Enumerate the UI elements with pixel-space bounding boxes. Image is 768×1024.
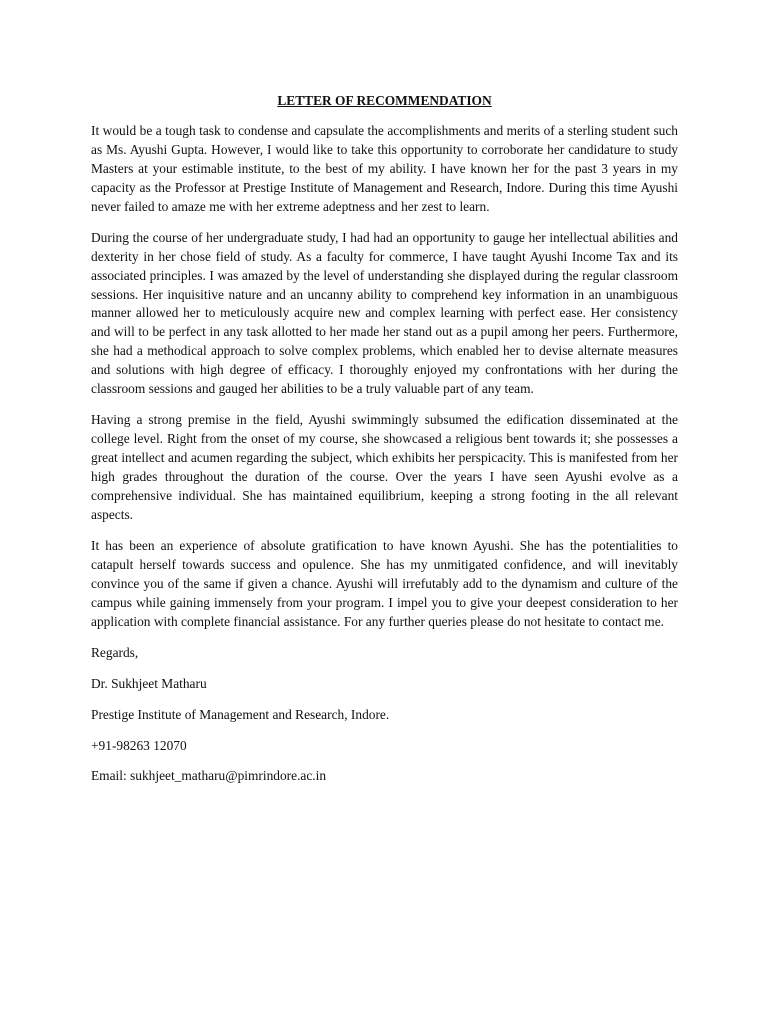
signatory-institution: Prestige Institute of Management and Research, Indore. xyxy=(91,706,390,722)
paragraph-academic-performance: Having a strong premise in the field, Ayushi swimmingly subsumed the edification disseminated at the college level. Right from the onset of my course, she showcased a religious bent towards it; she possesses a great intellect and acumen regarding the subject, which exhibits her perspicacity. This is manifested from her high grades throughout the duration of the course. Over the years I have seen Ayushi evolve as a comprehensive individual. She has maintained equilibrium, keeping a strong footing in the all relevant aspects. xyxy=(91,412,678,522)
signatory-phone: +91-98263 12070 xyxy=(91,737,187,753)
signatory-name: Dr. Sukhjeet Matharu xyxy=(91,675,207,691)
paragraph-introduction: It would be a tough task to condense and capsulate the accomplishments and merits of a sterling student such as Ms. Ayushi Gupta. However, I would like to take this opportunity to corroborate her candidature to study Masters at your estimable institute, to the best of my ability. I have known her for the past 3 years in my capacity as the Professor at Prestige Institute of Management and Research, Indore. During this time Ayushi never failed to amaze me with her extreme adeptness and her zest to learn. xyxy=(91,123,678,214)
letter-title: LETTER OF RECOMMENDATION xyxy=(277,93,492,108)
letter-page xyxy=(91,92,678,798)
signatory-email: Email: sukhjeet_matharu@pimrindore.ac.in xyxy=(91,768,327,784)
closing-regards: Regards, xyxy=(91,644,139,660)
paragraph-undergraduate-study: During the course of her undergraduate study, I had had an opportunity to gauge her intellectual abilities and dexterity in her chose field of study. As a faculty for commerce, I have taught Ayushi Income Tax and its associated principles. I was amazed by the level of understanding she displayed during the regular classroom sessions. Her inquisitive nature and an uncanny ability to comprehend key information in an unambiguous manner allowed her to meticulously acquire new and complex learning with perfect ease. Her consistency and will to be perfect in any task allotted to her made her stand out as a pupil among her peers. Furthermore, she had a methodical approach to solve complex problems, which enabled her to devise alternate measures and solutions with high degree of efficacy. I thoroughly enjoyed my confrontations with her during the classroom sessions and gauged her abilities to be a truly valuable part of any team. xyxy=(91,229,678,397)
paragraph-conclusion: It has been an experience of absolute gratification to have known Ayushi. She has the potentialities to catapult herself towards success and opulence. She has my unmitigated confidence, and will inevitably convince you of the same if given a chance. Ayushi will irrefutably add to the dynamism and culture of the campus while gaining immensely from your program. I impel you to give your deepest consideration to her application with complete financial assistance. For any further queries please do not hesitate to contact me. xyxy=(91,538,678,629)
